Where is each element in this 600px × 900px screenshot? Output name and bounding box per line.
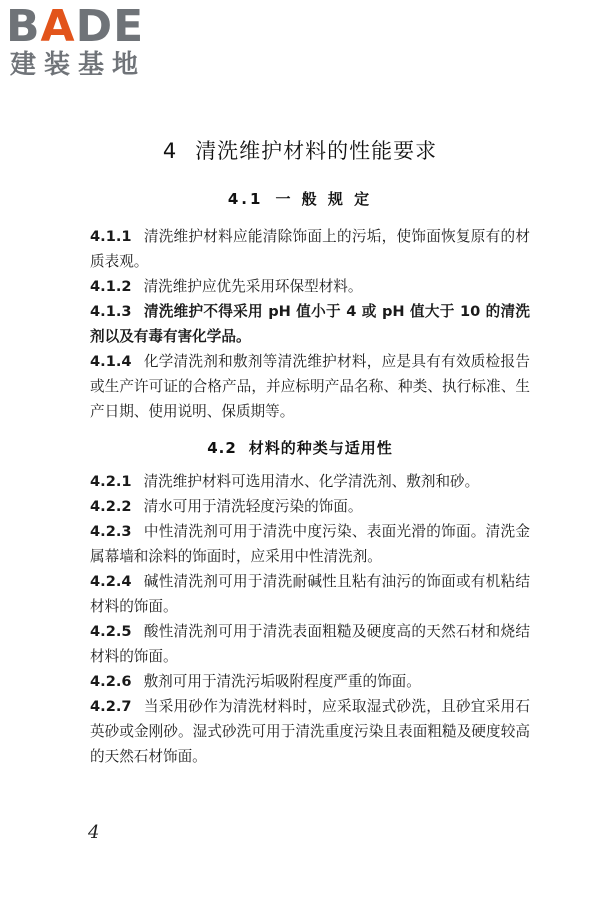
clause-number: 4.2.4 [90, 573, 132, 590]
clause-4-2-7 [90, 694, 530, 769]
clause-4-2-4 [90, 569, 530, 619]
clause-4-1-4 [90, 349, 530, 424]
logo-wordmark [6, 1, 176, 52]
clause-number: 4.1.2 [90, 278, 132, 295]
clause-number: 4.1.4 [90, 353, 132, 370]
clause-number: 4.2.2 [90, 498, 132, 515]
clause-number: 4.2.6 [90, 673, 132, 690]
clause-4-2-3 [90, 519, 530, 569]
clause-number: 4.2.3 [90, 523, 132, 540]
clause-number: 4.1.3 [90, 303, 132, 320]
clause-4-1-3 [90, 299, 530, 349]
section-title-text: 材料的种类与适用性 [248, 439, 393, 457]
clause-number: 4.2.1 [90, 473, 132, 490]
logo-subtitle: 建装基地 [10, 50, 147, 80]
section-title-4-2 [0, 437, 600, 459]
section-title-text: 一 般 规 定 [275, 190, 373, 208]
clause-4-2-1 [90, 469, 530, 494]
clause-text: 清洗维护材料应能清除饰面上的污垢，使饰面恢复原有的材质表观。 [90, 228, 530, 270]
clause-text: 当采用砂作为清洗材料时，应采取湿式砂洗，且砂宜采用石英砂或金刚砂。湿式砂洗可用于清洗重度污染且表面粗糙及硬度较高的天然石材饰面。 [90, 698, 530, 765]
clause-text: 酸性清洗剂可用于清洗表面粗糙及硬度高的天然石材和烧结材料的饰面。 [90, 623, 530, 665]
chapter-number: 4 [162, 139, 178, 163]
clause-number: 4.1.1 [90, 228, 132, 245]
section-number: 4.1 [227, 190, 264, 208]
chapter-title-text: 清洗维护材料的性能要求 [195, 139, 438, 163]
bade-logo [6, 1, 176, 80]
section-4-2-clauses [90, 469, 530, 769]
clause-text: 清洗维护应优先采用环保型材料。 [143, 278, 363, 295]
section-title-4-1 [0, 188, 600, 210]
clause-4-2-2 [90, 494, 530, 519]
clause-text: 敷剂可用于清洗污垢吸附程度严重的饰面。 [143, 673, 421, 690]
section-4-1-clauses [90, 224, 530, 424]
section-number: 4.2 [207, 439, 237, 457]
clause-text: 化学清洗剂和敷剂等清洗维护材料，应是具有有效质检报告或生产许可证的合格产品，并应标明产品名称、种类、执行标准、生产日期、使用说明、保质期等。 [90, 353, 530, 420]
clause-text: 清洗维护不得采用 pH 值小于 4 或 pH 值大于 10 的清洗剂以及有毒有害化学品。 [90, 303, 530, 345]
clause-text: 中性清洗剂可用于清洗中度污染、表面光滑的饰面。清洗金属幕墙和涂料的饰面时，应采用中性清洗剂。 [90, 523, 530, 565]
clause-text: 碱性清洗剂可用于清洗耐碱性且粘有油污的饰面或有机粘结材料的饰面。 [90, 573, 530, 615]
logo-letter-b: B [6, 1, 41, 52]
clause-4-1-1 [90, 224, 530, 274]
clause-text: 清洗维护材料可选用清水、化学清洗剂、敷剂和砂。 [143, 473, 480, 490]
logo-letters-de: DE [75, 1, 145, 52]
clause-4-2-5 [90, 619, 530, 669]
page-number: 4 [88, 822, 100, 843]
chapter-title [0, 136, 600, 166]
clause-4-2-6 [90, 669, 530, 694]
clause-number: 4.2.7 [90, 698, 132, 715]
clause-number: 4.2.5 [90, 623, 132, 640]
clause-4-1-2 [90, 274, 530, 299]
clause-text: 清水可用于清洗轻度污染的饰面。 [143, 498, 363, 515]
logo-letter-a: A [40, 1, 76, 52]
